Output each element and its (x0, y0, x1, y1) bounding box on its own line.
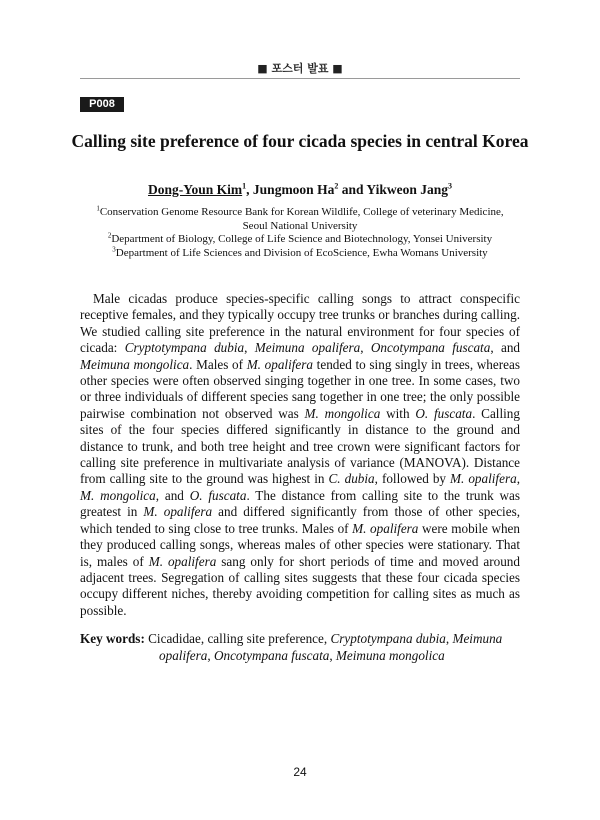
abstract-text: were mobile when they produced calling songs, whereas males of other species were stationary. That is, males of (80, 520, 521, 569)
keywords-label: Key words: (80, 631, 145, 646)
affiliation-mark: 3 (112, 245, 116, 254)
abstract-text: , and (155, 487, 190, 503)
affiliation-1 (70, 206, 530, 233)
author-separator: , (246, 182, 253, 197)
keyword-text: Cicadidae, calling site preference, (144, 631, 331, 646)
abstract-text: . The distance from calling site to the trunk was greatest in (80, 487, 520, 520)
affiliation-text: Department of Life Sciences and Division of EcoScience, Ewha Womans University (115, 247, 488, 259)
keyword-text: , (445, 631, 453, 646)
abstract-text: sang only for short periods of time and moved around adjacent trees. Segregation of calling sites suggests that these four cicada species occupy different niches, thereby avoiding competition for calling sites as much as possible. (80, 553, 520, 618)
affiliation-text: Department of Biology, College of Life Science and Biotechnology, Yonsei University (111, 233, 493, 245)
abstract-text: and differed significantly from those of other species, which tended to sing close to tree trunks. Males of (80, 504, 520, 536)
page-number: 24 (293, 765, 307, 779)
author-list (80, 181, 520, 199)
species-name: M. mongolica (304, 405, 381, 421)
species-name: Meimuna opalifera (254, 340, 361, 356)
keyword-species: Meimuna mongolica (335, 648, 445, 663)
author-affiliation-mark: 2 (334, 181, 339, 191)
species-name: Cryptotympana dubia (124, 340, 245, 356)
author-name: Dong-Youn Kim (148, 182, 243, 197)
affiliation-mark: 2 (107, 231, 112, 240)
paper-title: Calling site preference of four cicada species in central Korea (71, 131, 529, 151)
author-name: Jungmoon Ha (252, 182, 335, 197)
affiliation-text: Conservation Genome Resource Bank for Korean Wildlife, College of veterinary Medicine, (99, 206, 504, 218)
species-name: O. fuscata (189, 487, 247, 503)
author-name: Yikweon Jang (366, 182, 448, 197)
species-name: C. dubia (328, 471, 375, 487)
section-header: ■ 포스터 발표 ■ (257, 62, 343, 75)
abstract-text: , followed by (374, 471, 451, 487)
species-name: M. opalifera (143, 504, 213, 520)
species-name: M. mongolica (80, 487, 156, 503)
abstract-text: , (360, 340, 371, 356)
species-name: M. opalifera (148, 553, 217, 569)
species-name: Meimuna mongolica (80, 356, 190, 372)
affiliation-3 (70, 247, 530, 261)
author-affiliation-mark: 1 (242, 181, 247, 191)
affiliation-mark: 1 (96, 204, 100, 213)
species-name: M. opalifera (246, 356, 313, 372)
header-divider (80, 78, 520, 79)
keyword-species: Cryptotympana dubia (330, 631, 446, 646)
abstract-text: , and (490, 340, 521, 356)
keyword-species: Meimuna opalifera (159, 631, 503, 663)
poster-code-badge: P008 (80, 97, 124, 112)
author-separator: and (338, 182, 367, 197)
abstract-text: tended to sing singly in trees, whereas other species were often observed singing together in one tree. In some cases, two or three individuals of different species sang together in one tree; the only possible pairwise combination not observed was (80, 356, 520, 421)
keyword-text: , (207, 648, 214, 663)
species-name: Oncotympana fuscata (370, 340, 491, 356)
keyword-species: Oncotympana fuscata (213, 648, 330, 663)
abstract-text: . Calling sites of the four species differed significantly in distance to the ground and distance to trunk, and both tree height and tree crown were significant factors for calling site preference in multivariate analysis of variance (MANOVA). Distance from calling site to the ground was highest in (80, 405, 520, 487)
species-name: M. opalifera (352, 520, 419, 536)
abstract-text: , (516, 471, 520, 487)
author-affiliation-mark: 3 (447, 181, 452, 191)
affiliation-2 (70, 233, 530, 247)
species-name: O. fuscata (415, 405, 473, 421)
abstract-paragraph (80, 291, 520, 619)
abstract-text: , (244, 340, 255, 356)
species-name: M. opalifera (450, 471, 517, 487)
abstract-text: . Males of (189, 356, 247, 372)
abstract-text: with (380, 405, 416, 421)
affiliation-text: Seoul National University (242, 219, 358, 232)
abstract-text: Male cicadas produce species-specific calling songs to attract conspecific receptive females, and they typically occupy tree trunks or branches during calling. We studied calling site preference in the natural environment for four species of cicada: (80, 291, 520, 356)
keywords-line (80, 630, 520, 664)
keyword-text: , (329, 648, 336, 663)
